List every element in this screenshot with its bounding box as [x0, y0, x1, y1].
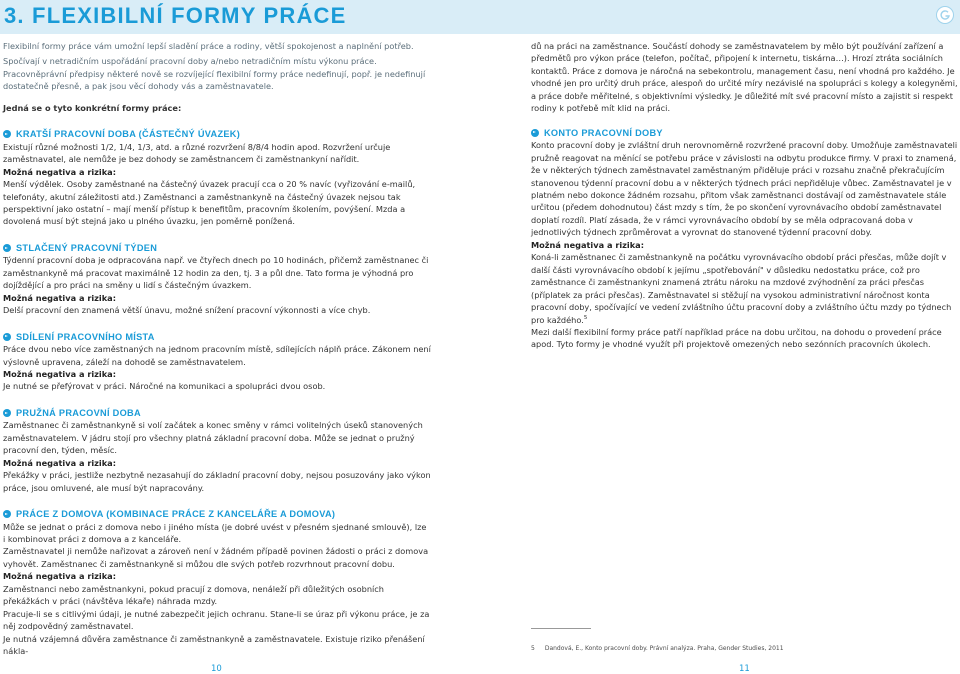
section-compressed-week	[3, 242, 431, 317]
section-text: Může se jednat o práci z domova nebo i jiného místa (je dobré uvést v přesném sjednané smlouvě), lze i kombinovat práci z domova a z kanceláře.	[3, 521, 427, 544]
section-heading: KRATŠÍ PRACOVNÍ DOBA (ČÁSTEČNÝ ÚVAZEK)	[16, 129, 241, 140]
arrow-bullet-icon	[3, 409, 11, 417]
risks-label: Možná negativa a rizika:	[3, 292, 116, 303]
header-band	[0, 0, 960, 34]
section-heading: STLAČENÝ PRACOVNÍ TÝDEN	[16, 242, 158, 253]
section-heading: KONTO PRACOVNÍ DOBY	[544, 127, 663, 138]
risks-text-3: Je nutná vzájemná důvěra zaměstnance či zaměstnankyně a zaměstnavatele. Existuje riziko přenášení nákla-	[3, 633, 425, 657]
risks-text-body: Koná-li zaměstnanec či zaměstnankyně na počátku vyrovnávacího období práci přesčas, může dojít v další části vyrovnávacího období k jejímu „spotřebování" v důsledku nedostatku práce, což pro zaměstnance či zaměstnankyni znamená ztrátu nároku na mzdové zvýhodnění za práci přesčas (příplatek za práci přesčas). Zaměstnavatel si stěžují na vysokou administrativní náročnost konta pracovní doby, spočívající ve vedení zvláštního účtu pracovní doby a zvláštního účtu mzdy po týdnech pro každého.	[531, 252, 952, 325]
risks-text-2: Pracuje-li se s citlivými údaji, je nutné zabezpečit jejich ochranu. Stane-li se úraz při výkonu práce, je za něj zodpovědný zaměstnavatel.	[3, 608, 430, 632]
circle-g-logo-icon	[936, 6, 954, 24]
section-text: Týdenní pracovní doba je odpracována např. ve čtyřech dnech po 10 hodinách, přičemž zaměstnanec či zaměstnankyně má pracovat maximálně 12 hodin za den, tj. 3 a půl dne. Tato forma je výhodná pro dojíždějící a pro práci na směny u lidí s částečným úvazkem.	[3, 255, 429, 291]
footnote-divider	[531, 628, 591, 629]
risks-label: Možná negativa a rizika:	[3, 457, 116, 468]
continuation-paragraph: dů na práci na zaměstnance. Součástí dohody se zaměstnavatelem by mělo být používání zařízení a předmětů pro výkon práce (telefon, počítač, připojení k internetu, tiskárna…). Hrozí ztráta sociálních kontaktů. Práce z domova je náročná na sebekontrolu, management času, není vhodná pro každého. Je vhodné jen pro určitý druh práce, alespoň do určité míry nezávislé na spolupráci s kolegy a kolegyněmi, a práce dobře měřitelné, s objektivními výsledky. Je důležité mít své pracovní místo a zajistit si respekt rodiny k potřebě mít klid na práci.	[531, 41, 958, 114]
section-part-time	[3, 128, 431, 228]
closing-text: Mezi další flexibilní formy práce patří například práce na dobu určitou, na dohodu o provedení práce apod. Tyto formy je vhodné využít při projektově omezených nebo sezónních pracovních úkolech.	[531, 326, 942, 350]
intro-paragraph-2: Spočívají v netradičním uspořádání pracovní doby a/nebo netradičním místu výkonu práce. Pracovněprávní předpisy některé nově se rozvíjející flexibilní formy práce nedefinují, popř. je nedefinují dostatečně přesně, a pak jsou věcí dohody vás a zaměstnavatele.	[3, 56, 426, 92]
section-heading: SDÍLENÍ PRACOVNÍHO MÍSTA	[16, 331, 155, 342]
footnote-ref[interactable]: 5	[583, 314, 588, 321]
page-number-right: 11	[739, 664, 750, 674]
section-text: Existují různé možnosti 1/2, 1/4, 1/3, atd. a různé rozvržení 8/8/4 hodin apod. Rozvržení určuje zaměstnavatel, ale nemůže je bez dohody se zaměstnancem či zaměstnankyní nařídit.	[3, 141, 391, 165]
footnote-number: 5	[531, 645, 535, 652]
right-column	[531, 40, 958, 351]
risks-label: Možná negativa a rizika:	[531, 239, 644, 250]
section-heading: PRÁCE Z DOMOVA (KOMBINACE PRÁCE Z KANCELÁŘE A DOMOVA)	[16, 509, 336, 520]
risks-text	[531, 251, 958, 326]
intro-paragraph-1: Flexibilní formy práce vám umožní lepší sladění práce a rodiny, větší spokojenost a naplnění potřeb.	[3, 41, 414, 51]
section-text: Práce dvou nebo více zaměstnaných na jednom pracovním místě, sdílejících náplň práce. Zákonem není výslovně upravena, záleží na dohodě se zaměstnavatelem.	[3, 344, 431, 367]
risks-label: Možná negativa a rizika:	[3, 571, 116, 582]
risks-text: Zaměstnanci nebo zaměstnankyni, pokud pracují z domova, nenáleží při důležitých osobních překážkách v práci (návštěva lékaře) náhrada mzdy.	[3, 583, 384, 607]
arrow-bullet-icon	[3, 244, 11, 252]
arrow-bullet-icon	[531, 129, 539, 137]
risks-text: Je nutné se přefýrovat v práci. Náročné na komunikaci a spolupráci dvou osob.	[3, 381, 326, 392]
page-number-left: 10	[211, 664, 222, 674]
arrow-bullet-icon	[3, 510, 11, 518]
left-column	[3, 40, 431, 657]
section-text: Konto pracovní doby je zvláštní druh nerovnoměrně rozvržené pracovní doby. Umožňuje zaměstnavateli pružně reagovat na měnící se potřebu práce v závislosti na odbytu produkce firmy. V praxi to znamená, že v některých týdnech zaměstnavatel zaměstnaným přiděluje práci v rozsahu značně překračujícím stanovenou týdenní pracovní dobu a v některých týdnech práci nepřiděluje vůbec. Zaměstnavatel je v platném nebo dokonce žádném rozsahu, přitom však zaměstnanci dostávají od zaměstnavatele stále určitou (předem dohodnutou) část mzdy s tím, že po skončení vyrovnávacího období zaměstnavatel doplatí rozdíl. Platí zásada, že v rámci vyrovnávacího období by se měla odpracovaná doba v jednotlivých týdnech zprůměrovat a vyrovnat do stanovené týdenní pracovní doby.	[531, 140, 958, 238]
section-text: Zaměstnanec či zaměstnankyně si volí začátek a konec směny v rámci volitelných úseků stanovených zaměstnavatelem. V jádru stojí pro všechny platná základní pracovní doba. Může se jednat o pružný pracovní den, týden, měsíc.	[3, 420, 423, 456]
page-title: 3. FLEXIBILNÍ FORMY PRÁCE	[4, 3, 347, 28]
section-job-sharing	[3, 331, 431, 393]
section-home-office	[3, 508, 431, 657]
section-flexible-hours	[3, 407, 431, 494]
footnote-text: Dandová, E., Konto pracovní doby. Právní analýza. Praha, Gender Studies, 2011	[544, 645, 784, 652]
section-heading: PRUŽNÁ PRACOVNÍ DOBA	[16, 407, 141, 418]
forms-lead: Jedná se o tyto konkrétní formy práce:	[3, 102, 182, 113]
risks-label: Možná negativa a rizika:	[3, 166, 116, 177]
risks-text: Překážky v práci, jestliže nezbytně nezasahují do základní pracovní doby, nejsou posuzovány jako výkon práce, jsou omluvené, ale musí být napracovány.	[3, 470, 431, 493]
section-working-time-account	[531, 127, 958, 351]
risks-text: Delší pracovní den znamená větší únavu, možné snížení pracovní výkonnosti a více chyb.	[3, 305, 371, 316]
arrow-bullet-icon	[3, 130, 11, 138]
footnote	[531, 645, 784, 652]
risks-label: Možná negativa a rizika:	[3, 368, 116, 379]
arrow-bullet-icon	[3, 333, 11, 341]
section-text-2: Zaměstnavatel ji nemůže nařizovat a zároveň není v žádném případě povinen žádosti o práci z domova vyhovět. Zaměstnanec či zaměstnankyně si můžou dle svých potřeb rozvrhnout pracovní dobu.	[3, 546, 429, 569]
risks-text: Menší výdělek. Osoby zaměstnané na částečný úvazek pracují cca o 20 % navíc (vyřizování e-mailů, telefonáty, akutní záležitosti atd.) Zaměstnanci a zaměstnankyně na částečný úvazek nejsou tak perspektivní jako ostatní – mají menší přístup k benefitům, pracovním školením, povýšení. Mzda a dovolená musí být stejná jako u plného úvazku, jen poměrně ponížená.	[3, 179, 416, 227]
